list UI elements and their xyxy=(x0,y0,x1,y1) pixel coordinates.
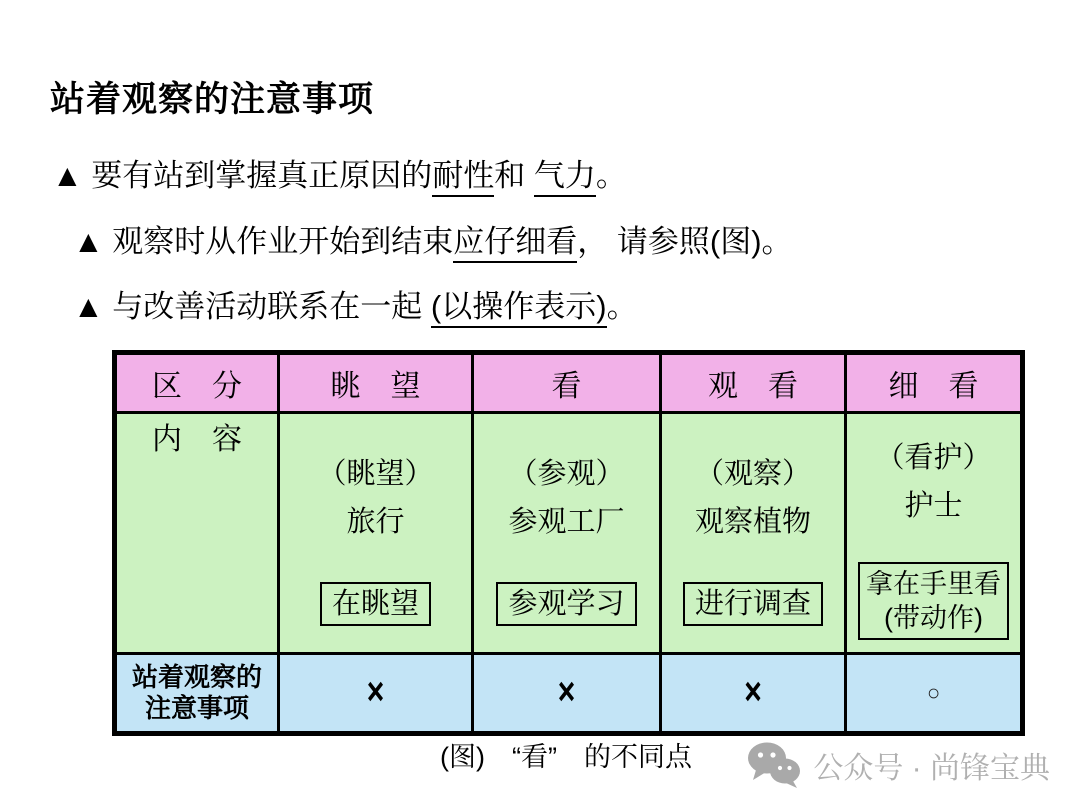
underlined-text: 耐性 xyxy=(432,158,494,197)
bullet-point-2 xyxy=(73,216,793,261)
figure-caption: (图) “看” 的不同点 xyxy=(440,742,692,772)
example-text: 护士 xyxy=(904,490,963,522)
mark-cell-tiaowang xyxy=(279,654,473,734)
table-content-row xyxy=(115,413,1023,654)
underlined-text: 气力 xyxy=(534,158,596,197)
bullet-text: ▲ 与改善活动联系在一起 xyxy=(73,289,431,324)
watermark xyxy=(747,742,1050,788)
header-cell-category: 区 分 xyxy=(115,353,279,413)
boxed-action xyxy=(858,562,1009,640)
example-text: 旅行 xyxy=(346,506,405,538)
page-title: 站着观察的注意事项 xyxy=(50,80,375,119)
header-cell-kan: 看 xyxy=(473,353,661,413)
content-cell-tiaowang xyxy=(279,413,473,654)
watermark-text: 公众号 · 尚锋宝典 xyxy=(813,752,1050,785)
underlined-text: (以操作表示) xyxy=(431,289,607,328)
paren-term: （看护） xyxy=(875,442,992,474)
underlined-text: 应仔细看 xyxy=(453,224,577,263)
header-cell-xikan: 细 看 xyxy=(846,353,1023,413)
boxed-action: 在眺望 xyxy=(320,582,431,626)
cross-mark: × xyxy=(366,670,385,714)
bullet-point-3 xyxy=(73,281,638,326)
paren-term: （参观） xyxy=(508,458,625,490)
table-note-row xyxy=(115,654,1023,734)
wechat-icon xyxy=(747,742,801,788)
bullet-text: 和 xyxy=(494,158,534,193)
paren-term: （观察） xyxy=(694,458,811,490)
boxed-action-line2: (带动作) xyxy=(884,603,983,633)
content-cell-guankan xyxy=(661,413,846,654)
row-label-note xyxy=(115,654,279,734)
mark-cell-kan xyxy=(473,654,661,734)
content-cell-kan xyxy=(473,413,661,654)
bullet-text: ▲ 观察时从作业开始到结束 xyxy=(73,224,454,259)
bullet-text: ▲ 要有站到掌握真正原因的 xyxy=(52,158,433,193)
cross-mark: × xyxy=(744,670,762,714)
header-cell-tiaowang: 眺 望 xyxy=(279,353,473,413)
example-text: 观察植物 xyxy=(694,506,811,538)
boxed-action: 参观学习 xyxy=(496,582,636,626)
header-cell-guankan: 观 看 xyxy=(661,353,846,413)
note-label-line2: 注意事项 xyxy=(144,693,249,723)
bullet-text: 。 xyxy=(606,289,638,324)
bullet-text: 。 xyxy=(595,158,627,193)
table-header-row xyxy=(115,353,1023,413)
bullet-point-1 xyxy=(52,150,627,195)
boxed-action: 进行调查 xyxy=(683,582,823,626)
content-cell-xikan xyxy=(846,413,1023,654)
note-label-line1: 站着观察的 xyxy=(131,662,262,692)
paren-term: （眺望） xyxy=(317,458,434,490)
mark-cell-guankan xyxy=(661,654,846,734)
row-label-content: 内 容 xyxy=(115,413,279,654)
bullet-text: ， 请参照(图)。 xyxy=(577,224,793,259)
cross-mark: × xyxy=(557,670,576,714)
comparison-table xyxy=(112,350,1025,736)
circle-mark: ○ xyxy=(926,680,941,705)
mark-cell-xikan xyxy=(846,654,1023,734)
example-text: 参观工厂 xyxy=(508,506,625,538)
boxed-action-line1: 拿在手里看 xyxy=(866,569,1001,599)
